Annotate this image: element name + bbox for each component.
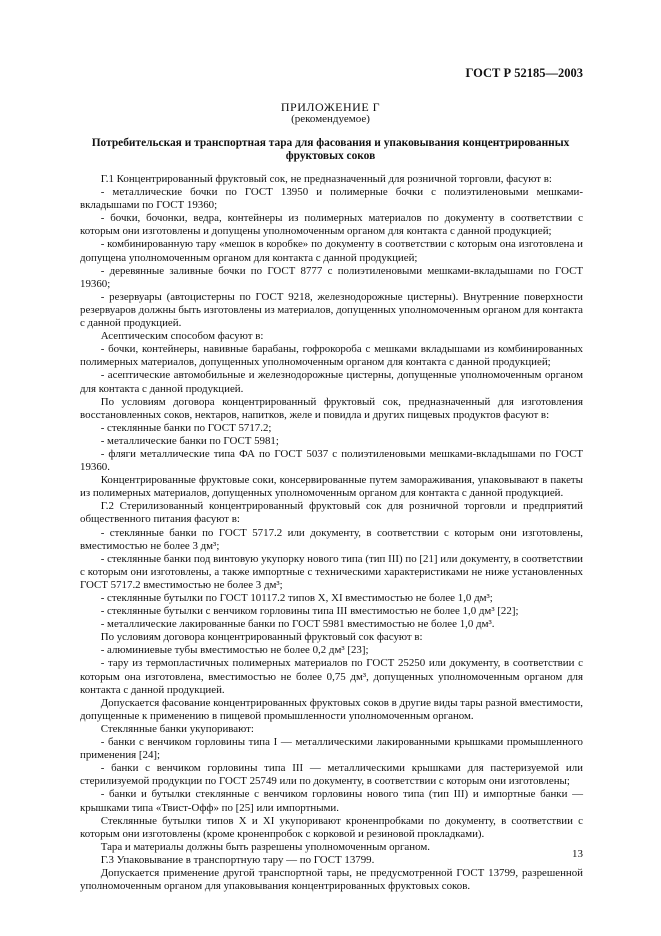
paragraph: - стеклянные банки по ГОСТ 5717.2; bbox=[100, 421, 272, 434]
paragraph: - резервуары (автоцистерны по ГОСТ 9218, железнодорожные цистерны). Внутренние поверхности резервуаров должны быть изготовлены из материалов, допущенных уполномоченным органом для контакта с данной продукцией. bbox=[80, 290, 583, 330]
paragraph: Допускается применение другой транспортной тары, не предусмотренной ГОСТ 13799, разрешенной уполномоченным органом для упаковывания концентрированных фруктовых соков. bbox=[80, 866, 583, 893]
paragraph: Стеклянные банки укупоривают: bbox=[100, 722, 254, 735]
paragraph: - стеклянные бутылки с венчиком горловины типа III вместимостью не более 1,0 дм³ [22]; bbox=[100, 605, 519, 618]
paragraph: Г.3 Упаковывание в транспортную тару — по ГОСТ 13799. bbox=[100, 853, 375, 866]
paragraph: - фляги металлические типа ФА по ГОСТ 5037 с полиэтиленовыми мешками-вкладышами по ГОСТ 19360. bbox=[80, 447, 583, 474]
paragraph: - стеклянные бутылки по ГОСТ 10117.2 типов X, XI вместимостью не более 1,0 дм³; bbox=[100, 592, 493, 604]
paragraph: - металлические лакированные банки по ГОСТ 5981 вместимостью не более 1,0 дм³. bbox=[100, 618, 495, 631]
paragraph: Асептическим способом фасуют в: bbox=[100, 330, 264, 343]
appendix-title: ПРИЛОЖЕНИЕ Г bbox=[280, 100, 381, 114]
paragraph: Г.1 Концентрированный фруктовый сок, не предназначенный для розничной торговли, фасуют в: bbox=[100, 173, 552, 185]
paragraph: Стеклянные бутылки типов X и XI укупоривают кроненпробками по документу, в соответствии с которым они изготовлены (кроме кроненпробок с корковой и резиновой прокладками). bbox=[80, 814, 583, 840]
paragraph: По условиям договора концентрированный фруктовый сок, предназначенный для изготовления восстановленных соков, нектаров, напитков, желе и повидла и других пищевых продуктов фасуют в: bbox=[80, 395, 583, 421]
paragraph: Г.2 Стерилизованный концентрированный фруктовый сок для розничной торговли и предприятий общественного питания фасуют в: bbox=[80, 500, 583, 526]
paragraph: - металлические бочки по ГОСТ 13950 и полимерные бочки с полиэтиленовыми мешками-вкладышами по ГОСТ 19360; bbox=[80, 186, 583, 212]
paragraph: Тара и материалы должны быть разрешены уполномоченным органом. bbox=[100, 840, 430, 853]
paragraph: - стеклянные банки под винтовую укупорку нового типа (тип III) по [21] или документу, в соответствии с которым они изготовлены, а также импортные с техническими характеристиками не ниже установленных ГОСТ 5717.2 вместимостью не более 3 дм³; bbox=[80, 552, 583, 591]
paragraph: - бочки, бочонки, ведра, контейнеры из полимерных материалов по документу в соответствии с которым они изготовлены и допущены уполномоченным органом для контакта с данной продукцией; bbox=[80, 212, 583, 238]
paragraph: - асептические автомобильные и железнодорожные цистерны, допущенные уполномоченным органом для контакта с данной продукцией. bbox=[80, 369, 583, 395]
paragraph: - металлические банки по ГОСТ 5981; bbox=[100, 434, 279, 447]
page-number: 13 bbox=[572, 848, 583, 860]
document-standard-header: ГОСТ Р 52185—2003 bbox=[465, 66, 583, 80]
paragraph: - комбинированную тару «мешок в коробке» по документу в соответствии с которым она изготовлена и допущена уполномоченным органом для контакта с данной продукцией; bbox=[80, 238, 583, 264]
document-body bbox=[80, 173, 583, 893]
paragraph: По условиям договора концентрированный фруктовый сок фасуют в: bbox=[100, 631, 423, 644]
paragraph: - деревянные заливные бочки по ГОСТ 8777 с полиэтиленовыми мешками-вкладышами по ГОСТ 19360; bbox=[80, 264, 583, 290]
paragraph: - стеклянные банки по ГОСТ 5717.2 или документу, в соответствии с которым они изготовлены, вместимостью не более 3 дм³; bbox=[80, 526, 583, 552]
appendix-subtitle: (рекомендуемое) bbox=[291, 113, 370, 125]
paragraph: - алюминиевые тубы вместимостью не более 0,2 дм³ [23]; bbox=[100, 644, 369, 657]
paragraph: - тару из термопластичных полимерных материалов по ГОСТ 25250 или документу, в соответствии с которым она изготовлена, вместимостью не более 0,75 дм³, допущенных уполномоченным органом для контакта с данной продукцией. bbox=[80, 657, 583, 696]
paragraph: Допускается фасование концентрированных фруктовых соков в другие виды тары разной вместимости, допущенные к применению в пищевой промышленности уполномоченным органом. bbox=[80, 696, 583, 722]
paragraph: - банки с венчиком горловины типа I — металлическими лакированными крышками промышленного применения [24]; bbox=[80, 736, 583, 762]
paragraph: - бочки, контейнеры, навивные барабаны, гофрокороба с мешками вкладышами из комбинированных полимерных материалов, допущенных уполномоченным органом для контакта с данной продукцией; bbox=[80, 343, 583, 369]
paragraph: - банки и бутылки стеклянные с венчиком горловины нового типа (тип III) и импортные банки — крышками типа «Твист-Офф» по [25] или импортными. bbox=[80, 788, 583, 814]
paragraph: Концентрированные фруктовые соки, консервированные путем замораживания, упаковывают в пакеты из полимерных материалов, допущенных уполномоченным органом для контакта с данной продукцией. bbox=[80, 474, 583, 500]
section-title: Потребительская и транспортная тара для фасования и упаковывания концентрированных фруктовых соков bbox=[91, 137, 570, 163]
paragraph: - банки с венчиком горловины типа III — металлическими крышками для пастеризуемой или стерилизуемой продукции по ГОСТ 25749 или по документу, в соответствии с которым они изготовлены; bbox=[80, 762, 583, 788]
